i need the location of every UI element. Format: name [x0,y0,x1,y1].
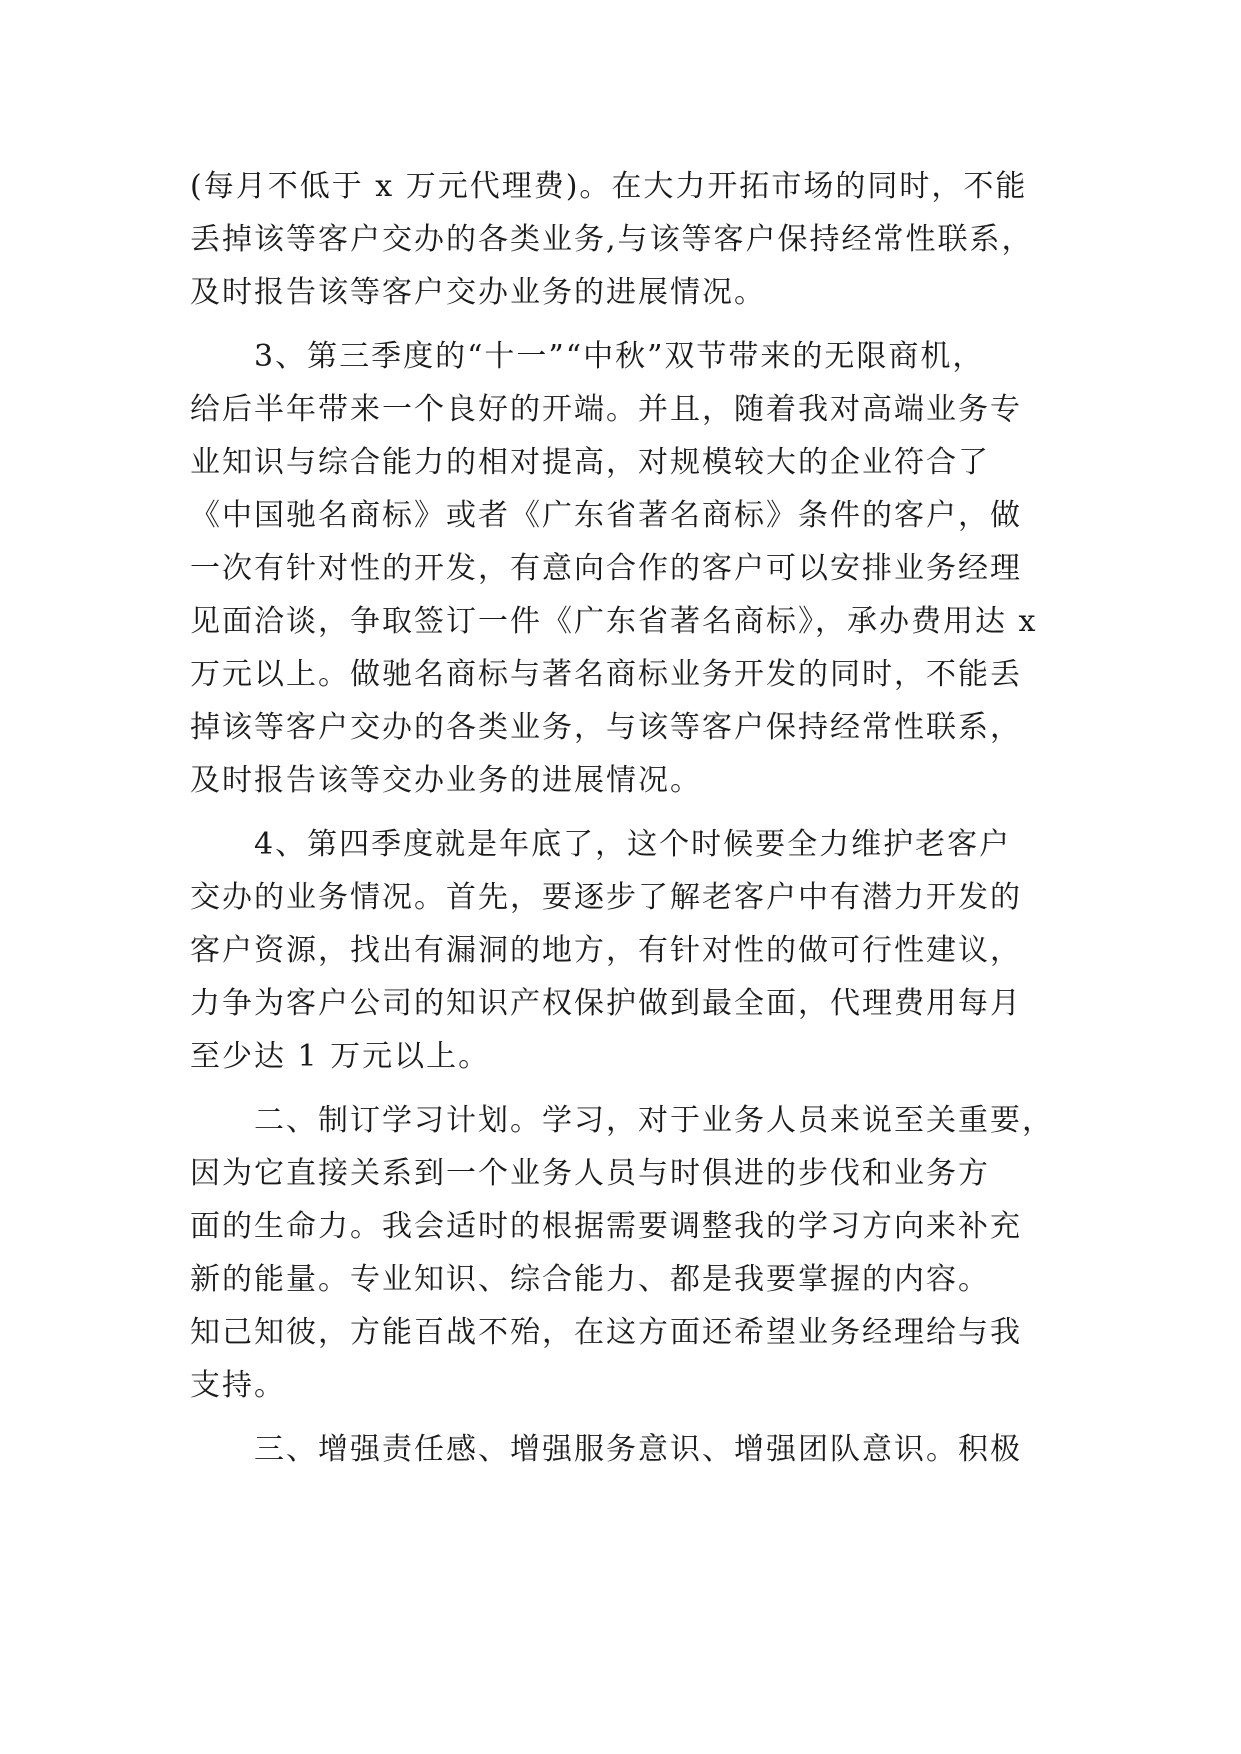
text-line: 支持。 [190,1368,286,1403]
paragraph-start-line: 3、第三季度的“十一”“中秋”双节带来的无限商机， [254,339,985,374]
paragraph-gap [190,1412,1050,1423]
text-line: 客户资源，找出有漏洞的地方，有针对性的做可行性建议， [190,933,1022,968]
text-line: 及时报告该等客户交办业务的进展情况。 [190,275,766,310]
paragraph-start-line: 4、第四季度就是年底了，这个时候要全力维护老客户 [254,827,1012,862]
text-line: 至少达 1 万元以上。 [190,1039,491,1074]
text-line: 一次有针对性的开发，有意向合作的客户可以安排业务经理 [190,551,1022,586]
text-line: 力争为客户公司的知识产权保护做到最全面，代理费用每月 [190,986,1022,1021]
text-line: 新的能量。专业知识、综合能力、都是我要掌握的内容。 [190,1262,990,1297]
text-line: 业知识与综合能力的相对提高，对规模较大的企业符合了 [190,445,990,480]
text-line: 万元以上。做驰名商标与著名商标业务开发的同时，不能丢 [190,657,1022,692]
text-line: 掉该等客户交办的各类业务，与该等客户保持经常性联系， [190,710,1022,745]
document-body [190,160,1054,1476]
text-line: 丢掉该等客户交办的各类业务,与该等客户保持经常性联系， [190,222,1034,257]
text-line: 面的生命力。我会适时的根据需要调整我的学习方向来补充 [190,1209,1022,1244]
text-line: (每月不低于 x 万元代理费)。在大力开拓市场的同时，不能 [190,169,1028,204]
text-line: 及时报告该等交办业务的进展情况。 [190,763,702,798]
paragraph-start-line: 二、制订学习计划。学习，对于业务人员来说至关重要， [254,1103,1054,1138]
text-line: 《中国驰名商标》或者《广东省著名商标》条件的客户，做 [190,498,1022,533]
text-line: 见面洽谈，争取签订一件《广东省著名商标》，承办费用达 x [190,604,1038,639]
paragraph-gap [190,319,1050,330]
text-line: 交办的业务情况。首先，要逐步了解老客户中有潜力开发的 [190,880,1022,915]
paragraph-start-line: 三、增强责任感、增强服务意识、增强团队意识。积极 [254,1432,1022,1467]
text-line: 知己知彼，方能百战不殆，在这方面还希望业务经理给与我 [190,1315,1022,1350]
text-line: 给后半年带来一个良好的开端。并且，随着我对高端业务专 [190,392,1022,427]
paragraph-gap [190,807,1050,818]
paragraph-gap [190,1083,1050,1094]
text-line: 因为它直接关系到一个业务人员与时俱进的步伐和业务方 [190,1156,990,1191]
